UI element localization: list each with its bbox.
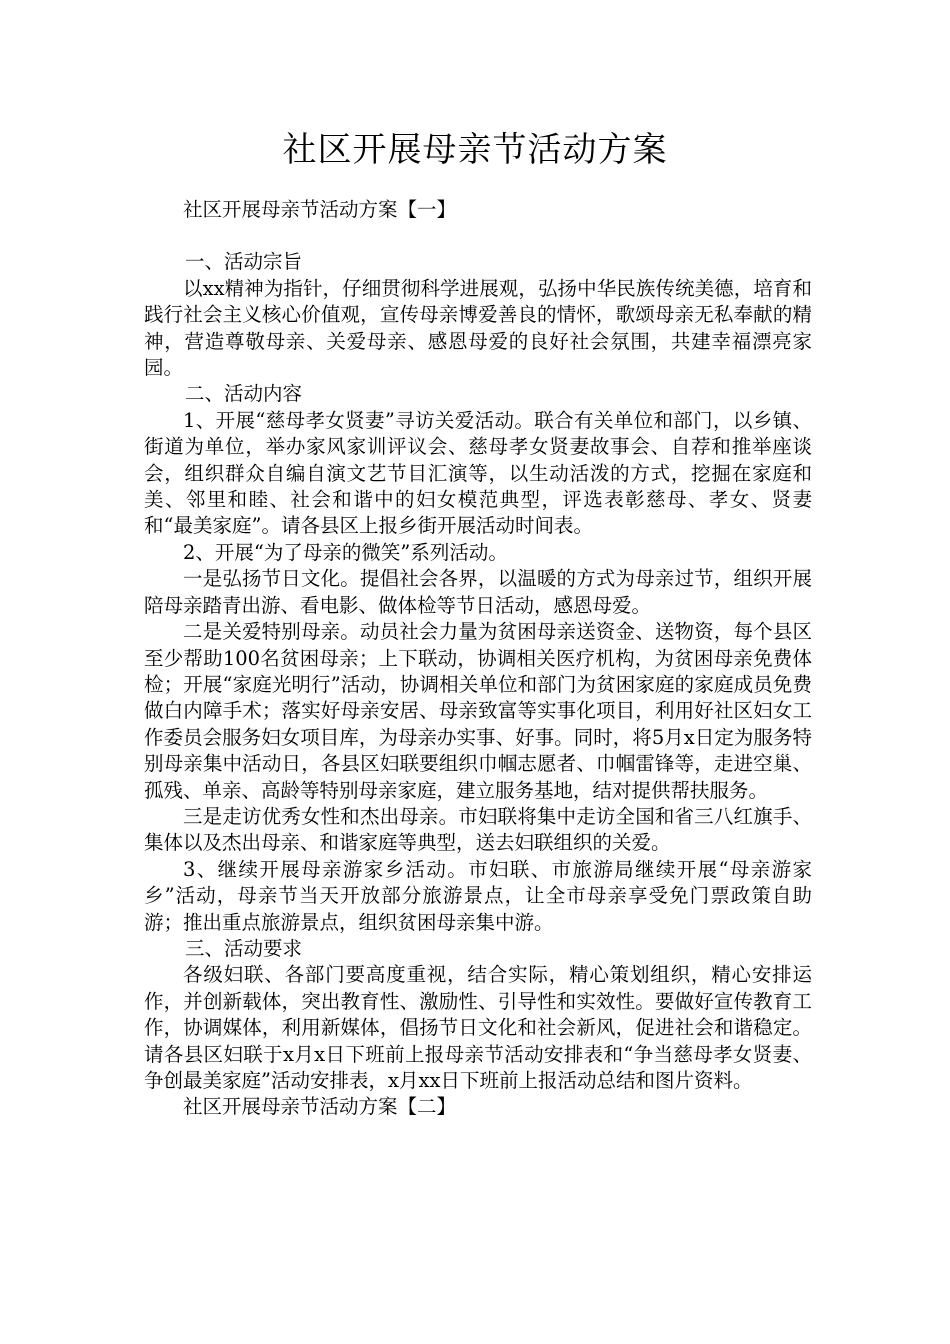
heading-activity-requirements: 三、活动要求 bbox=[184, 936, 302, 960]
paragraph-care-special-mothers: 二是关爱特别母亲。动员社会力量为贫困母亲送资金、送物资，每个县区至少帮助100名贫困母亲；上下联动，协调相关医疗机构，为贫困母亲免费体检；开展“家庭光明行”活动，协调相关单位和部门为贫困家庭的家庭成员免费做白内障手术；落实好母亲安居、母亲致富等实事化项目，利用好社区妇女工作委员会服务妇女项目库，为母亲办实事、好事。同时，将5月x日定为服务特别母亲集中活动日，各县区妇联要组织巾帼志愿者、巾帼雷锋等，走进空巢、孤残、单亲、高龄等特别母亲家庭，建立服务基地，结对提供帮扶服务。 bbox=[144, 620, 812, 802]
paragraph-content-item-2: 2、开展“为了母亲的微笑”系列活动。 bbox=[183, 540, 508, 564]
section-one-title: 社区开展母亲节活动方案【一】 bbox=[183, 198, 457, 221]
heading-activity-purpose: 一、活动宗旨 bbox=[184, 250, 302, 274]
paragraph-visit-outstanding-women: 三是走访优秀女性和杰出母亲。市妇联将集中走访全国和省三八红旗手、集体以及杰出母亲、和谐家庭等典型，送去妇联组织的关爱。 bbox=[144, 804, 812, 855]
document-title: 社区开展母亲节活动方案 bbox=[282, 130, 668, 170]
paragraph-content-item-3: 3、继续开展母亲游家乡活动。市妇联、市旅游局继续开展“母亲游家乡”活动，母亲节当天开放部分旅游景点，让全市母亲享受免门票政策自助游；推出重点旅游景点，组织贫困母亲集中游。 bbox=[144, 857, 812, 934]
paragraph-activity-requirements: 各级妇联、各部门要高度重视，结合实际，精心策划组织，精心安排运作，并创新载体，突出教育性、激励性、引导性和实效性。要做好宣传教育工作，协调媒体，利用新媒体，倡扬节日文化和社会新风，促进社会和谐稳定。请各县区妇联于x月x日下班前上报母亲节活动安排表和“争当慈母孝女贤妻、争创最美家庭”活动安排表，x月xx日下班前上报活动总结和图片资料。 bbox=[144, 963, 812, 1092]
paragraph-activity-purpose: 以xx精神为指针，仔细贯彻科学进展观，弘扬中华民族传统美德，培育和践行社会主义核心价值观，宣传母亲博爱善良的情怀，歌颂母亲无私奉献的精神，营造尊敬母亲、关爱母亲、感恩母爱的良好社会氛围，共建幸福漂亮家园。 bbox=[144, 276, 812, 380]
heading-activity-content: 二、活动内容 bbox=[184, 382, 302, 406]
paragraph-festival-culture: 一是弘扬节日文化。提倡社会各界，以温暖的方式为母亲过节，组织开展陪母亲踏青出游、看电影、做体检等节日活动，感恩母爱。 bbox=[144, 567, 812, 617]
paragraph-content-item-1: 1、开展“慈母孝女贤妻”寻访关爱活动。联合有关单位和部门，以乡镇、街道为单位，举办家风家训评议会、慈母孝女贤妻故事会、自荐和推举座谈会，组织群众自编自演文艺节目汇演等，以生动活泼的方式，挖掘在家庭和美、邻里和睦、社会和谐中的妇女模范典型，评选表彰慈母、孝女、贤妻和“最美家庭”。请各县区上报乡街开展活动时间表。 bbox=[144, 408, 812, 538]
section-two-title: 社区开展母亲节活动方案【二】 bbox=[183, 1095, 457, 1119]
document-body bbox=[144, 197, 812, 1121]
